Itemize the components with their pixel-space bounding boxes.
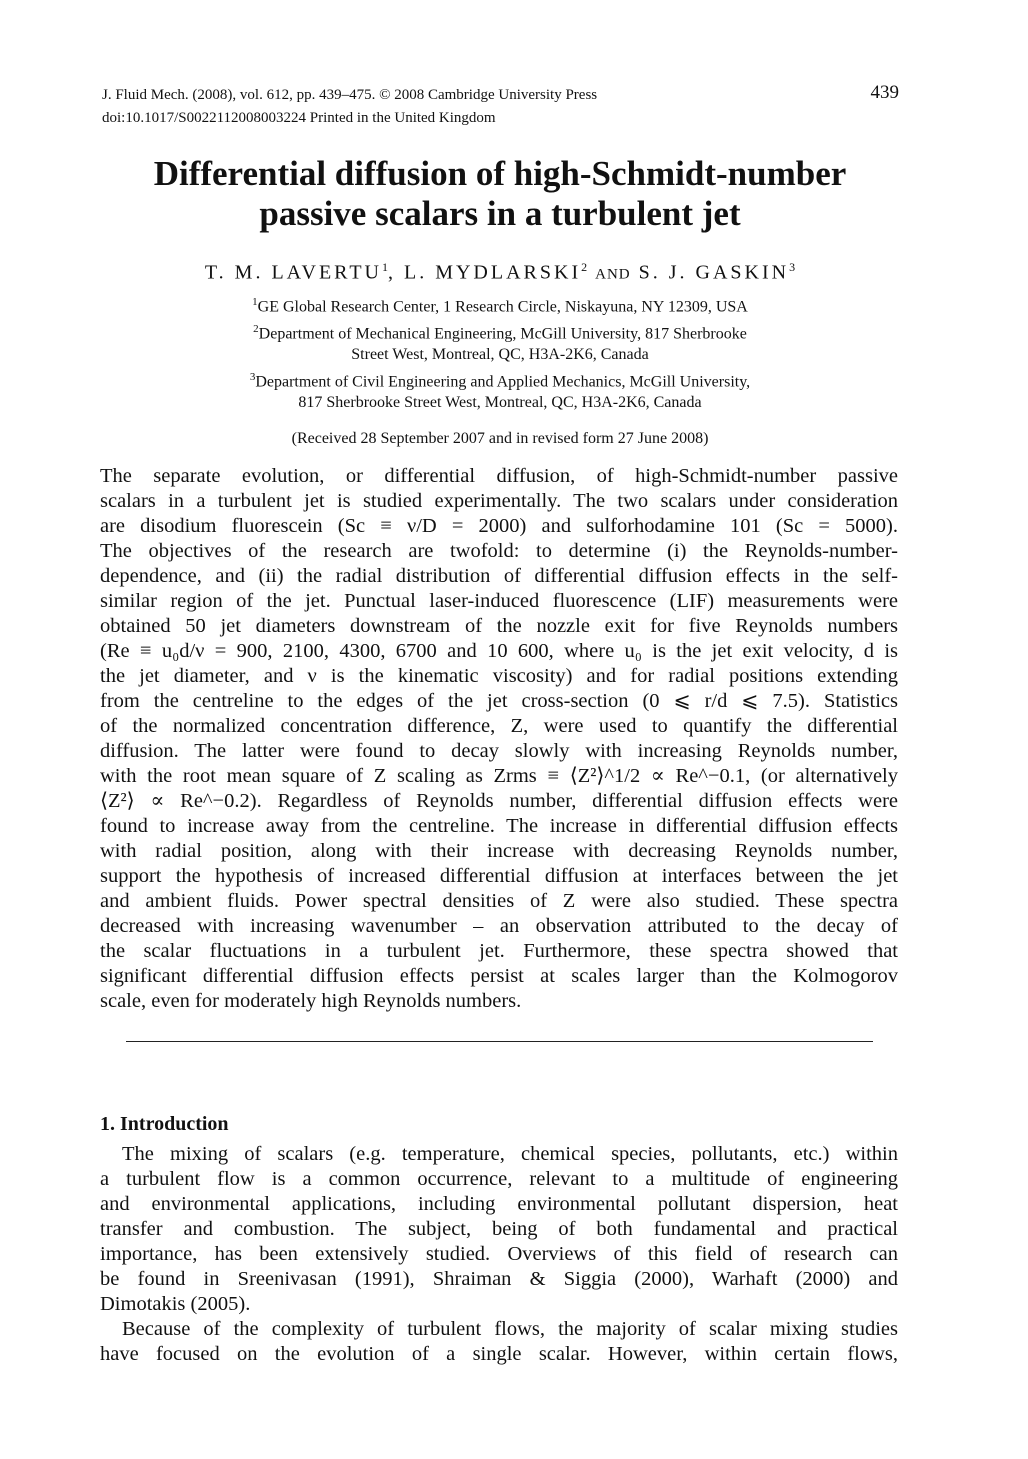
- abstract-line: support the hypothesis of increased differential diffusion at interfaces between the jet: [100, 865, 898, 887]
- affiliation-2-line-2: Street West, Montreal, QC, H3A-2K6, Canada: [351, 346, 649, 364]
- title-line-1: Differential diffusion of high-Schmidt-number: [153, 154, 847, 193]
- abstract-line: decreased with increasing wavenumber – an observation attributed to the decay of: [100, 915, 898, 937]
- abstract-line: with the root mean square of Z scaling as Zrms ≡ ⟨Z²⟩^1/2 ∝ Re^−0.1, (or alternatively: [100, 765, 898, 787]
- abstract-line: are disodium fluorescein (Sc ≡ ν/D = 2000) and sulforhodamine 101 (Sc = 5000).: [100, 515, 898, 537]
- paper-title: [100, 154, 900, 234]
- affiliation-3-line-2: 817 Sherbrooke Street West, Montreal, QC, H3A-2K6, Canada: [298, 394, 702, 412]
- abstract-line: similar region of the jet. Punctual laser-induced fluorescence (LIF) measurements were: [100, 590, 898, 612]
- abstract-line: obtained 50 jet diameters downstream of the nozzle exit for five Reynolds numbers: [100, 615, 898, 637]
- intro-line: have focused on the evolution of a single scalar. However, within certain flows,: [100, 1343, 898, 1365]
- abstract: [100, 464, 898, 1014]
- intro-line: be found in Sreenivasan (1991), Shraiman & Siggia (2000), Warhaft (2000) and: [100, 1268, 898, 1290]
- intro-line: The mixing of scalars (e.g. temperature, chemical species, pollutants, etc.) within: [122, 1143, 898, 1165]
- received-dates: (Received 28 September 2007 and in revised form 27 June 2008): [291, 430, 709, 447]
- abstract-line: ⟨Z²⟩ ∝ Re^−0.2). Regardless of Reynolds number, differential diffusion effects were: [100, 790, 898, 812]
- abstract-line: the jet diameter, and ν is the kinematic viscosity) and for radial positions extending: [100, 665, 898, 687]
- author-3: S. J. GASKIN: [638, 261, 790, 284]
- abstract-line: with radial position, along with their increase with decreasing Reynolds number,: [100, 840, 898, 862]
- affiliation-1-sup: 1: [252, 296, 258, 308]
- affiliation-2-sup: 2: [253, 323, 259, 335]
- author-2: L. MYDLARSKI: [403, 261, 582, 284]
- abstract-line: (Re ≡ u₀d/ν = 900, 2100, 4300, 6700 and 10 600, where u₀ is the jet exit velocity, d is: [100, 640, 898, 662]
- author-1: T. M. LAVERTU: [204, 261, 382, 284]
- abstract-line: The separate evolution, or differential diffusion, of high-Schmidt-number passive: [100, 465, 898, 487]
- abstract-divider: [126, 1041, 873, 1042]
- abstract-line: found to increase away from the centreline. The increase in differential diffusion effects: [100, 815, 898, 837]
- abstract-line: dependence, and (ii) the radial distribution of differential diffusion effects in the self-: [100, 565, 898, 587]
- intro-line: importance, has been extensively studied. Overviews of this field of research can: [100, 1243, 898, 1265]
- intro-line: Because of the complexity of turbulent flows, the majority of scalar mixing studies: [122, 1318, 898, 1340]
- author-list: T. M. LAVERTU$^1$, L. MYDLARSKI$^2$ AND S. J. GASKIN$^3$: [204, 260, 796, 284]
- intro-line: Dimotakis (2005).: [100, 1293, 251, 1315]
- affiliation-1-line-1: GE Global Research Center, 1 Research Circle, Niskayuna, NY 12309, USA: [257, 298, 748, 316]
- abstract-line: scalars in a turbulent jet is studied experimentally. The two scalars under consideration: [100, 490, 898, 512]
- abstract-line: significant differential diffusion effects persist at scales larger than the Kolmogorov: [100, 965, 898, 987]
- abstract-line: scale, even for moderately high Reynolds numbers.: [100, 990, 522, 1012]
- section-heading: 1. Introduction: [100, 1113, 229, 1135]
- abstract-line: The objectives of the research are twofold: to determine (i) the Reynolds-number-: [100, 540, 898, 562]
- affiliation-3-sup: 3: [249, 371, 256, 383]
- abstract-line: the scalar fluctuations in a turbulent jet. Furthermore, these spectra showed that: [100, 940, 898, 962]
- affiliation-3-line-1: Department of Civil Engineering and Applied Mechanics, McGill University,: [255, 373, 751, 391]
- affiliation-2-line-1: Department of Mechanical Engineering, McGill University, 817 Sherbrooke: [258, 325, 747, 343]
- intro-line: a turbulent flow is a common occurrence, relevant to a multitude of engineering: [100, 1168, 898, 1190]
- affiliation-1: [100, 292, 900, 317]
- intro-line: transfer and combustion. The subject, being of both fundamental and practical: [100, 1218, 898, 1240]
- running-header: [102, 84, 902, 130]
- abstract-line: from the centreline to the edges of the jet cross-section (0 ⩽ r/d ⩽ 7.5). Statistics: [100, 690, 898, 712]
- introduction-body: [100, 1142, 898, 1367]
- author-1-sup: 1: [381, 260, 388, 274]
- author-2-sup: 2: [581, 260, 588, 274]
- abstract-line: of the normalized concentration difference, Z, were used to quantify the differential: [100, 715, 898, 737]
- affiliation-2: [100, 319, 900, 365]
- abstract-line: diffusion. The latter were found to decay slowly with increasing Reynolds number,: [100, 740, 898, 762]
- abstract-line: and ambient fluids. Power spectral densities of Z were also studied. These spectra: [100, 890, 898, 912]
- header-citation: J. Fluid Mech. (2008), vol. 612, pp. 439–475. © 2008 Cambridge University Press: [102, 87, 598, 103]
- page-number: 439: [870, 82, 899, 103]
- affiliation-3: [100, 367, 900, 413]
- author-conjunction: AND: [595, 266, 631, 283]
- intro-line: and environmental applications, including environmental pollutant dispersion, heat: [100, 1193, 898, 1215]
- title-line-2: passive scalars in a turbulent jet: [259, 194, 741, 233]
- author-3-sup: 3: [789, 260, 796, 274]
- header-doi: doi:10.1017/S0022112008003224 Printed in the United Kingdom: [102, 110, 496, 126]
